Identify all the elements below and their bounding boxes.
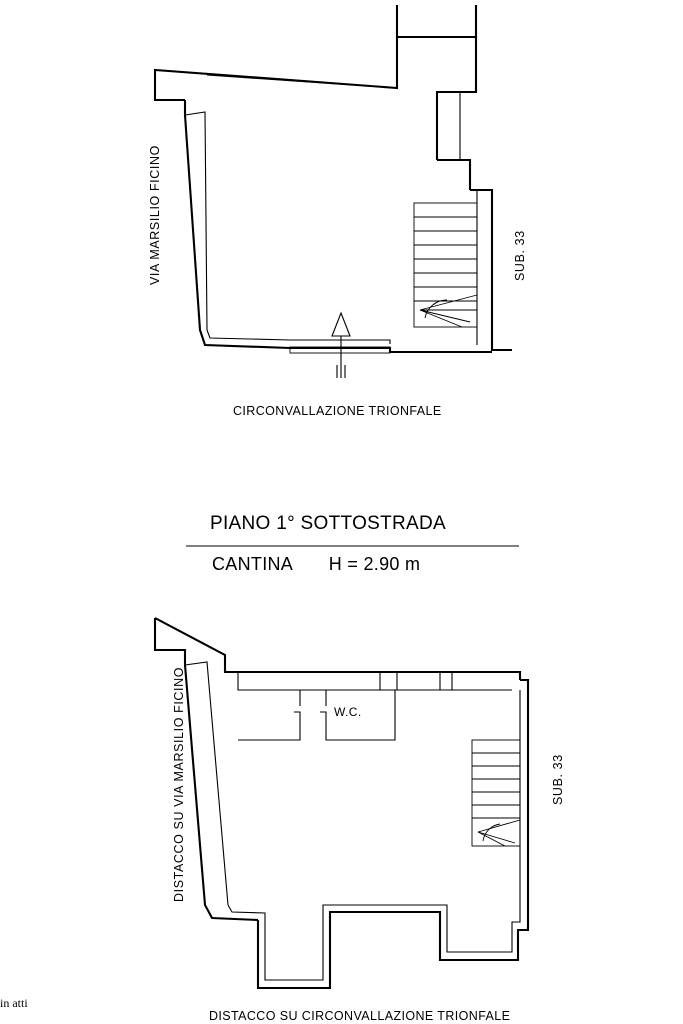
top-plan-street-bottom-label: CIRCONVALLAZIONE TRIONFALE bbox=[233, 404, 442, 418]
title-subline bbox=[212, 554, 420, 575]
top-plan-street-left-label: VIA MARSILIO FICINO bbox=[148, 145, 162, 285]
bottom-plan-street-left-label: DISTACCO SU VIA MARSILIO FICINO bbox=[172, 666, 186, 902]
top-plan-stairs bbox=[414, 203, 477, 327]
bottom-plan-unit-label: SUB. 33 bbox=[551, 754, 565, 805]
bottom-plan-stairs bbox=[472, 740, 520, 846]
top-plan-unit-label: SUB. 33 bbox=[513, 230, 527, 281]
sheet-note: in atti bbox=[0, 996, 28, 1010]
page-title: PIANO 1° SOTTOSTRADA bbox=[210, 513, 447, 534]
bottom-plan-street-bottom-label: DISTACCO SU CIRCONVALLAZIONE TRIONFALE bbox=[209, 1009, 511, 1023]
title-height: H = 2.90 m bbox=[328, 554, 421, 574]
top-plan-entrance-marker bbox=[290, 313, 390, 378]
title-room-type: CANTINA bbox=[212, 554, 293, 574]
bottom-plan-wc-label: W.C. bbox=[334, 705, 362, 719]
